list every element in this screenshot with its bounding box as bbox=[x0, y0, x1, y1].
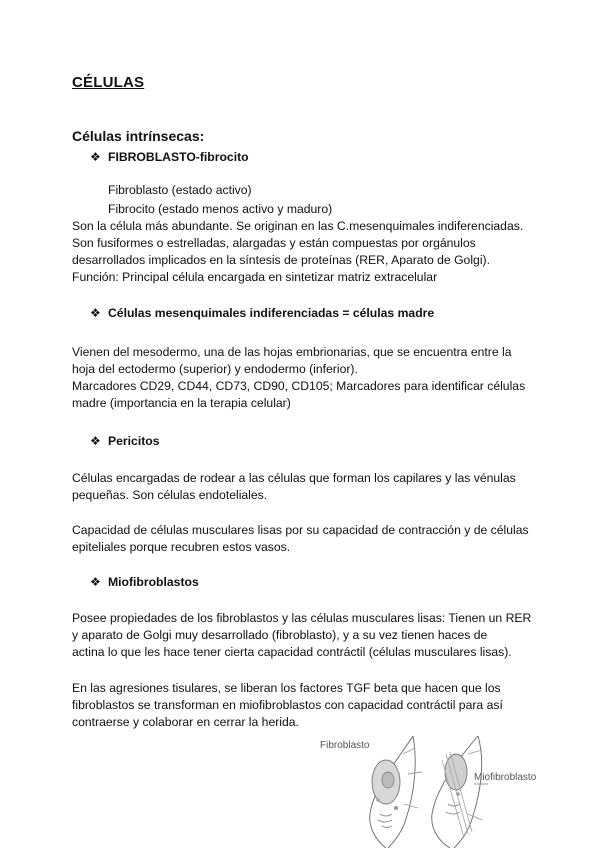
bullet-diamond-icon: ❖ bbox=[90, 575, 101, 589]
bullet-heading-pericitos bbox=[90, 434, 159, 448]
bullet-heading-text: FIBROBLASTO-fibrocito bbox=[108, 150, 249, 164]
text-line: Son la célula más abundante. Se originan en las C.mesenquimales indiferenciadas. bbox=[72, 219, 524, 233]
text-line: hoja del ectodermo (superior) y endodermo (inferior). bbox=[72, 362, 358, 376]
paragraph-fibroblasto bbox=[72, 218, 542, 286]
paragraph-pericitos-1 bbox=[72, 470, 542, 504]
text-line: En las agresiones tisulares, se liberan los factores TGF beta que hacen que los bbox=[72, 681, 501, 695]
cell-illustration bbox=[318, 734, 548, 848]
text-line: Función: Principal célula encargada en sintetizar matriz extracelular bbox=[72, 270, 438, 284]
text-line: y aparato de Golgi muy desarrollado (fibroblasto), y a su vez tienen haces de bbox=[72, 628, 488, 642]
text-line: fibroblastos se transforman en miofibroblastos con capacidad contráctil para así bbox=[72, 698, 503, 712]
text-line: Vienen del mesodermo, una de las hojas embrionarias, que se encuentra entre la bbox=[72, 345, 512, 359]
paragraph-pericitos-2 bbox=[72, 522, 542, 556]
bullet-heading-miofibroblastos bbox=[90, 575, 199, 589]
state-line: Fibrocito (estado menos activo y maduro) bbox=[108, 202, 333, 216]
bullet-heading-text: Pericitos bbox=[108, 434, 160, 448]
text-line: Posee propiedades de los fibroblastos y las células musculares lisas: Tienen un RER bbox=[72, 611, 532, 625]
paragraph-miofibroblastos-1 bbox=[72, 610, 542, 661]
text-line: epiteliales porque recubren estos vasos. bbox=[72, 540, 291, 554]
bullet-heading-text: Células mesenquimales indiferenciadas = células madre bbox=[108, 306, 435, 320]
bullet-diamond-icon: ❖ bbox=[90, 434, 101, 448]
bullet-heading-mesenquimales bbox=[90, 306, 434, 320]
myofibroblast-cell-shape bbox=[432, 736, 488, 848]
text-line: Marcadores CD29, CD44, CD73, CD90, CD105; Marcadores para identificar células bbox=[72, 379, 526, 393]
figure-label-fibroblasto: Fibroblasto bbox=[320, 740, 370, 751]
paragraph-miofibroblastos-2 bbox=[72, 680, 542, 731]
text-line: Son fusiformes o estrelladas, alargadas y están compuestas por orgánulos bbox=[72, 236, 476, 250]
section-heading: Células intrínsecas: bbox=[72, 128, 205, 144]
text-line: actina lo que les hace tener cierta capacidad contráctil (células musculares lisas). bbox=[72, 645, 512, 659]
fibroblast-cell-shape bbox=[370, 736, 422, 848]
text-line: desarrollados implicados en la síntesis de proteínas (RER, Aparato de Golgi). bbox=[72, 253, 490, 267]
text-line: Células encargadas de rodear a las células que forman los capilares y las vénulas bbox=[72, 471, 516, 485]
text-line: pequeñas. Son células endoteliales. bbox=[72, 488, 268, 502]
paragraph-mesenquimales bbox=[72, 344, 542, 412]
state-line: Fibroblasto (estado activo) bbox=[108, 183, 252, 197]
figure-label-miofibroblasto: Miofibroblasto bbox=[474, 772, 537, 783]
fibroblast-diagram bbox=[318, 734, 548, 848]
text-line: Capacidad de células musculares lisas por su capacidad de contracción y de células bbox=[72, 523, 529, 537]
text-line: madre (importancia en la terapia celular) bbox=[72, 396, 291, 410]
bullet-diamond-icon: ❖ bbox=[90, 150, 101, 164]
page-title: CÉLULAS bbox=[72, 74, 145, 91]
bullet-diamond-icon: ❖ bbox=[90, 306, 101, 320]
bullet-heading-fibroblasto bbox=[90, 150, 249, 164]
text-line: contraerse y colaborar en cerrar la herida. bbox=[72, 715, 299, 729]
bullet-heading-text: Miofibroblastos bbox=[108, 575, 199, 589]
